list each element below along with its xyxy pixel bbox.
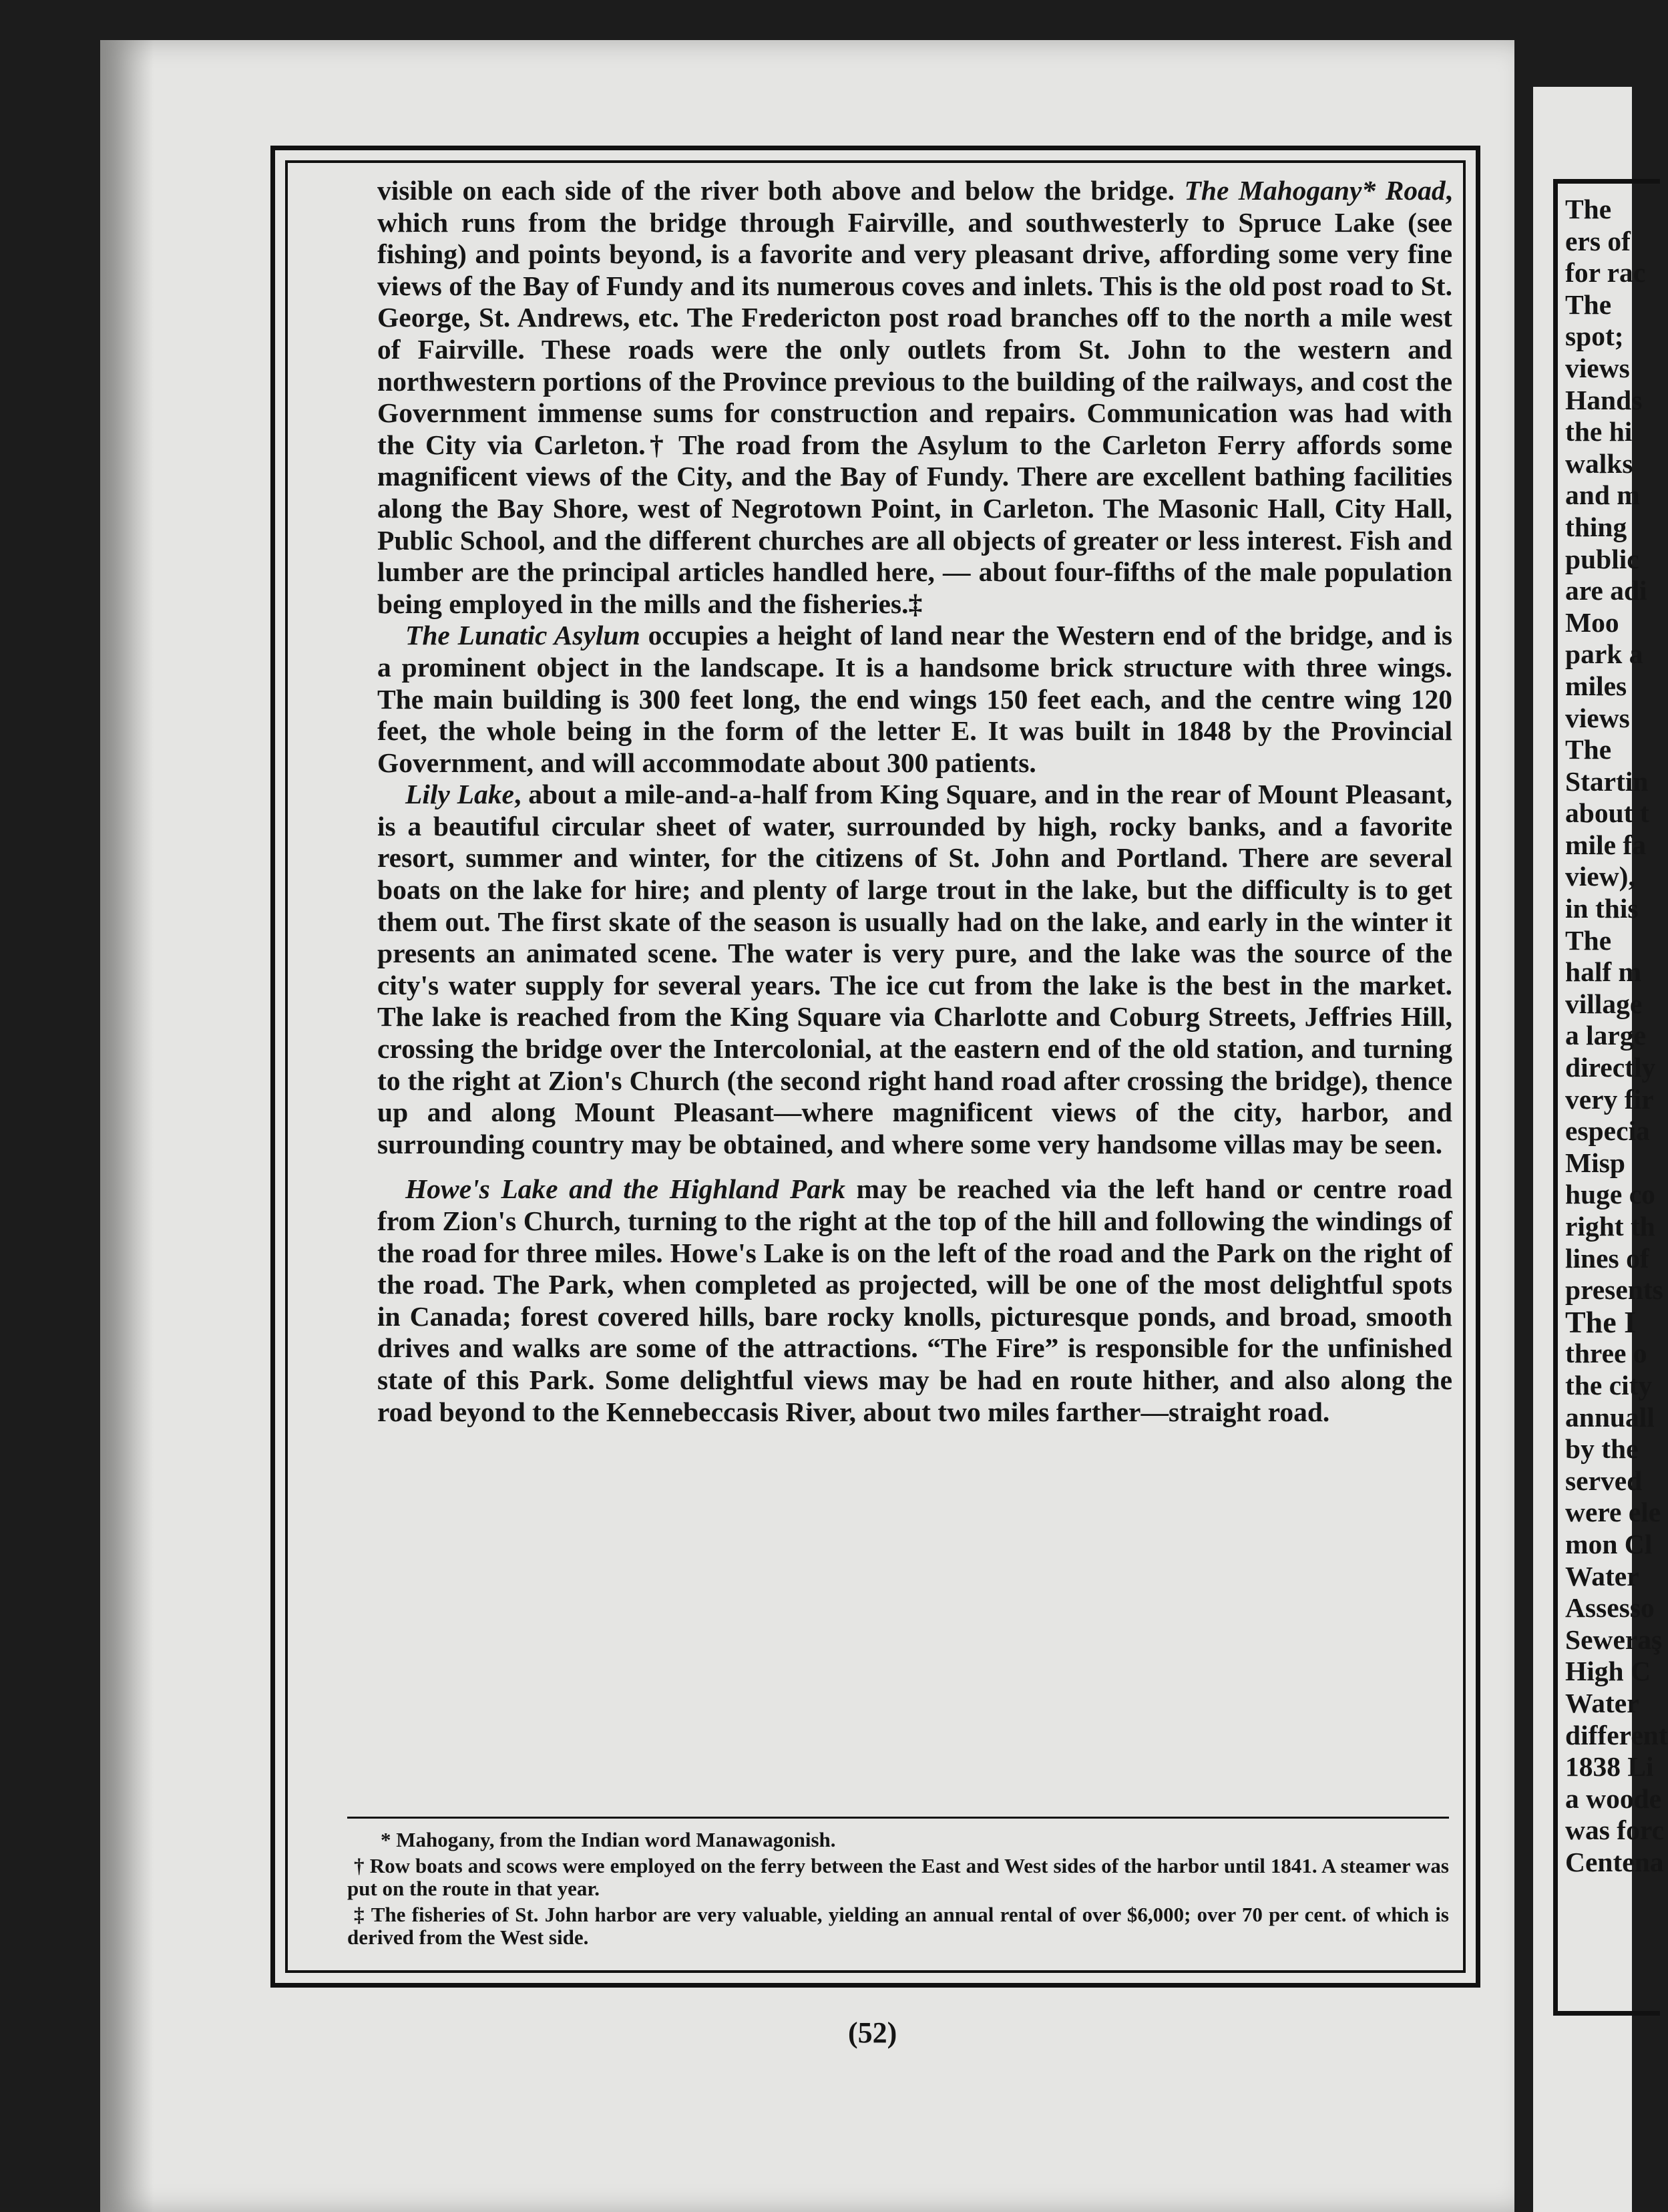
right-page-line: Water (1565, 1560, 1639, 1592)
right-page-line: lines of (1565, 1242, 1649, 1274)
paragraph-howes-lake: Howe's Lake and the Highland Park may be reached via the left hand or centre road from Zion's Church, turning to the right at the top of the hill and following the windings of the road for three miles. Howe's Lake is on the left of the road and the Park on the right of the road. The Park, when completed as projected, will be one of the most delightful spots in Canada; forest covered hills, bare rocky knolls, picturesque ponds, and broad, smooth drives and walks are some of the attractions. “The Fire” is responsible for the unfinished state of this Park. Some delightful views may be had en route hither, and also along the road beyond to the Kennebeccasis River, about two miles farther—straight road. (377, 1173, 1452, 1427)
right-page-line: The (1565, 924, 1612, 956)
right-page-line: in this (1565, 893, 1639, 924)
right-page-line: was forc (1565, 1815, 1664, 1846)
right-page-line: different (1565, 1719, 1668, 1750)
footnote-fisheries: ‡ The fisheries of St. John harbor are very valuable, yielding an annual rental of over $6,000; over 70 per cent. of which is derived from the West side. (347, 1903, 1449, 1949)
paragraph-mahogany-road: visible on each side of the river both above and below the bridge. The Mahogany* Road, which runs from the bridge through Fairville, and southwesterly to Spruce Lake (see fishing) and points beyond, is a favorite and very pleasant drive, affording some very fine views of the Bay of Fundy and its numerous coves and inlets. This is the old post road to St. George, St. Andrews, etc. The Fredericton post road branches off to the north a mile west of Fairville. These roads were the only outlets from St. John to the western and northwestern portions of the Province previous to the building of the railways, and cost the Government immense sums for construction and repairs. Communication was had with the City via Carleton.† The road from the Asylum to the Carleton Ferry affords some magnificent views of the City, and the Bay of Fundy. There are excellent bathing facilities along the Bay Shore, west of Negrotown Point, in Carleton. The Masonic Hall, City Hall, Public School, and the different churches are all objects of greater or less interest. Fish and lumber are the principal articles handled here, — about four-fifths of the male population being employed in the mills and the fisheries.‡ (377, 175, 1453, 619)
footnote-ferry: † Row boats and scows were employed on the ferry between the East and West sides of the harbor until 1841. A steamer was put on the route in that year. (347, 1854, 1449, 1900)
right-page-line: public (1565, 543, 1639, 574)
right-page-line: miles (1565, 670, 1627, 701)
right-page-line: walks (1565, 447, 1633, 479)
right-page-line: the hi (1565, 416, 1633, 447)
main-text (377, 175, 1452, 1428)
right-page-line: The (1565, 289, 1612, 320)
right-page-line: spot; (1565, 321, 1624, 352)
right-page-line: Water (1565, 1687, 1639, 1718)
right-page-line: about t (1565, 797, 1649, 829)
footnote-divider (347, 1817, 1449, 1819)
term-mahogany-road: The Mahogany* Road (1184, 175, 1446, 206)
right-page-line: 1838 Li (1565, 1751, 1654, 1783)
right-page-line: are adi (1565, 575, 1647, 606)
right-page-line: The I (1565, 1304, 1637, 1339)
right-page-line: Startin (1565, 765, 1649, 797)
term-lunatic-asylum: The Lunatic Asylum (405, 620, 640, 651)
right-page-line: Centena (1565, 1846, 1664, 1877)
right-page-line: presents (1565, 1274, 1663, 1306)
right-page-line: were ele (1565, 1497, 1661, 1528)
right-page-line: ers of (1565, 225, 1631, 256)
spine-shadow (100, 40, 154, 2212)
right-page-line: Moo (1565, 606, 1619, 638)
term-howes-lake: Howe's Lake and the Highland Park (405, 1173, 846, 1205)
right-page-line: The (1565, 734, 1612, 765)
right-page-line: village (1565, 988, 1643, 1019)
right-page-line: mon Cl (1565, 1528, 1653, 1559)
right-page-line: Misp (1565, 1147, 1625, 1178)
right-page-line: mile fa (1565, 829, 1646, 860)
term-lily-lake: Lily Lake (405, 779, 514, 810)
page-number: (52) (848, 2016, 897, 2049)
right-page-line: The (1565, 194, 1612, 224)
right-page-line: the city (1565, 1369, 1653, 1401)
right-page-line: especia (1565, 1115, 1650, 1147)
right-page-line: for rac (1565, 257, 1646, 289)
footnote-mahogany: * Mahogany, from the Indian word Manawagonish. (381, 1828, 836, 1851)
right-page-line: and m (1565, 480, 1640, 511)
right-page-line: three o (1565, 1338, 1647, 1369)
right-page-text (1565, 194, 1668, 1878)
right-page-line: park a (1565, 638, 1643, 670)
paragraph-lunatic-asylum: The Lunatic Asylum occupies a height of land near the Western end of the bridge, and is a prominent object in the landscape. It is a handsome brick structure with three wings. The main building is 300 feet long, the end wings 150 feet each, and the centre wing 120 feet, the whole being in the form of the letter E. It was built in 1848 by the Provincial Government, and will accommodate about 300 patients. (377, 620, 1452, 778)
right-page-line: a large (1565, 1020, 1646, 1051)
right-page-line: views (1565, 352, 1630, 383)
right-page-line: huge co (1565, 1179, 1655, 1210)
right-page-line: annuall (1565, 1401, 1655, 1433)
right-page-line: High C (1565, 1656, 1651, 1687)
right-page-line: Seweraş (1565, 1624, 1663, 1655)
right-page-line: half m (1565, 956, 1642, 988)
right-page-line: right th (1565, 1211, 1655, 1242)
footnotes (347, 1825, 1449, 1952)
right-page-line: Hands (1565, 384, 1643, 415)
right-page-line: served (1565, 1465, 1643, 1496)
right-page-line: a woode (1565, 1783, 1662, 1814)
right-page-line: by the (1565, 1433, 1639, 1465)
right-page-line: views (1565, 702, 1630, 733)
right-page-line: view), (1565, 861, 1635, 892)
right-page-line: Assesso (1565, 1592, 1655, 1624)
right-page-line: directly (1565, 1052, 1656, 1083)
right-page-line: thing (1565, 511, 1627, 542)
paragraph-lily-lake: Lily Lake, about a mile-and-a-half from King Square, and in the rear of Mount Pleasant, is a beautiful circular sheet of water, surrounded by high, rocky banks, and a favorite resort, summer and winter, for the citizens of St. John and Portland. There are several boats on the lake for hire; and plenty of large trout in the lake, but the difficulty is to get them out. The first skate of the season is usually had on the lake, and early in the winter it presents an animated scene. The water is very pure, and the lake was the source of the city's water supply for several years. The ice cut from the lake is the best in the market. The lake is reached from the King Square via Charlotte and Coburg Streets, Jeffries Hill, crossing the bridge over the Intercolonial, at the eastern end of the old station, and turning to the right at Zion's Church (the second right hand road after crossing the bridge), thence up and along Mount Pleasant—where magnificent views of the city, harbor, and surrounding country may be obtained, and where some very handsome villas may be seen. (377, 779, 1453, 1159)
right-page-line: very fir (1565, 1083, 1654, 1115)
